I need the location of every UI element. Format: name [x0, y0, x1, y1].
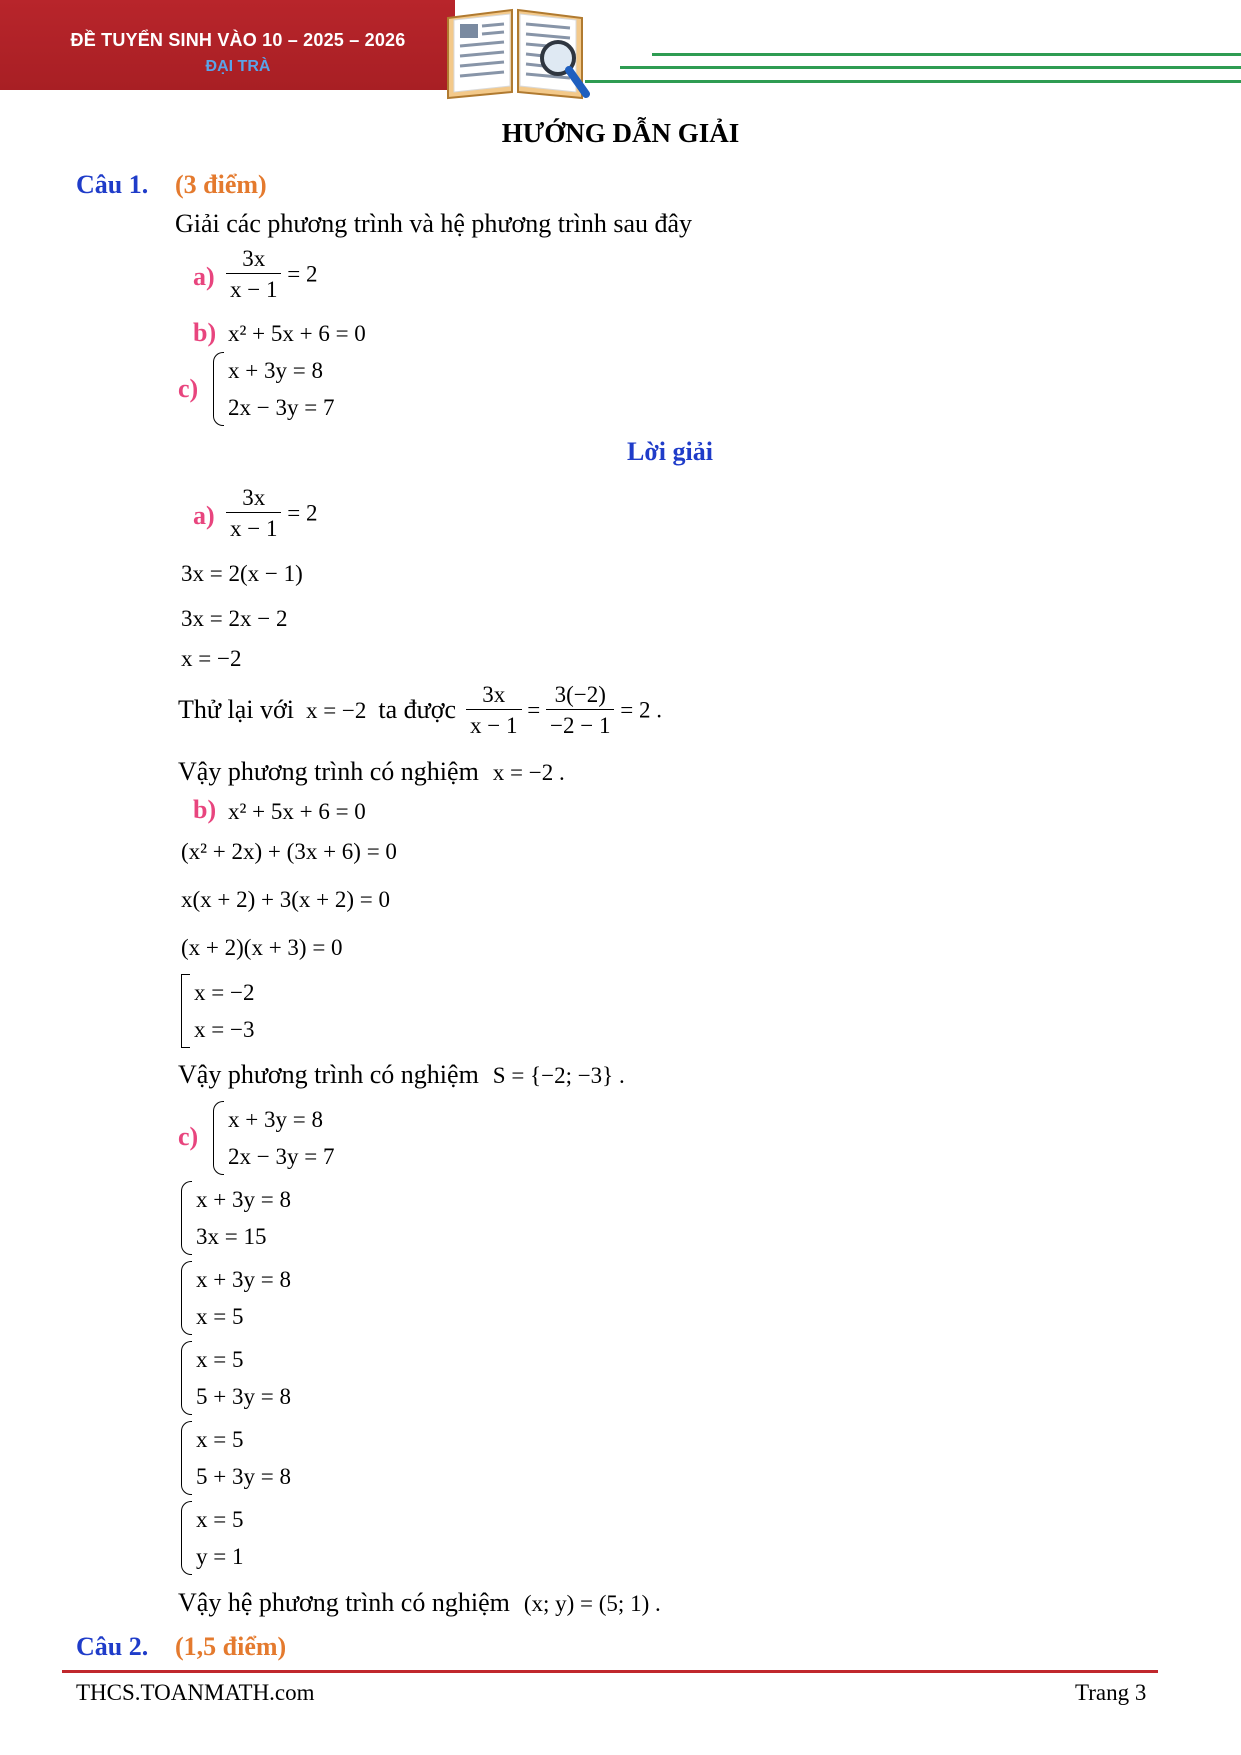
system-row: x + 3y = 8	[228, 1107, 323, 1132]
question1-part-b-equation: x² + 5x + 6 = 0	[228, 321, 366, 346]
equation-rhs: = 2	[287, 261, 318, 287]
solution-b-step: x(x + 2) + 3(x + 2) = 0	[181, 887, 391, 912]
question1-part-a-label: a)	[193, 262, 215, 291]
fraction-denominator: −2 − 1	[546, 709, 614, 737]
header-line-bottom	[585, 80, 1241, 83]
conclusion-math: (x; y) = (5; 1) .	[523, 1591, 661, 1616]
system-row: x + 3y = 8	[196, 1187, 291, 1212]
footer-divider	[62, 1670, 1158, 1673]
solution-b-conclusion	[178, 1060, 625, 1090]
solution-c-conclusion	[178, 1588, 661, 1618]
solution-c-label: c)	[178, 1122, 199, 1151]
system-row: y = 1	[196, 1544, 244, 1569]
solution-b-equation: x² + 5x + 6 = 0	[228, 799, 366, 824]
header-title: ĐỀ TUYỂN SINH VÀO 10 – 2025 – 2026	[70, 30, 406, 50]
solution-a-label: a)	[193, 501, 215, 530]
system-row: x = 5	[196, 1347, 244, 1372]
system-row: x = 5	[196, 1427, 244, 1452]
fraction-denominator: x − 1	[466, 709, 521, 737]
solution-c-step-system	[181, 1341, 291, 1415]
check-result: = 2 .	[620, 697, 662, 723]
solution-a-step: x = −2	[181, 646, 242, 671]
system-row: x = 5	[196, 1507, 244, 1532]
equals-sign: =	[527, 697, 541, 723]
system-row: x = 5	[196, 1304, 244, 1329]
system-row: x + 3y = 8	[196, 1267, 291, 1292]
header-line-top	[652, 53, 1241, 56]
conclusion-math: x = −2 .	[492, 760, 565, 785]
question1-part-a-equation	[226, 247, 317, 301]
solution-c-step-system	[181, 1501, 243, 1575]
fraction-numerator: 3x	[482, 682, 506, 707]
system-row: 5 + 3y = 8	[196, 1464, 291, 1489]
system-row: x + 3y = 8	[228, 358, 323, 383]
system-brace	[181, 1261, 192, 1335]
check-prefix: Thử lại với	[178, 695, 294, 724]
footer-page-number: Trang 3	[1075, 1680, 1147, 1705]
question1-prompt: Giải các phương trình và hệ phương trình sau đây	[175, 209, 693, 238]
fraction-numerator: 3x	[242, 246, 266, 271]
system-brace	[181, 1421, 192, 1495]
system-brace	[181, 1501, 192, 1575]
conclusion-text: Vậy hệ phương trình có nghiệm	[178, 1588, 510, 1617]
solution-c-step-system	[181, 1261, 291, 1335]
solution-a-step: 3x = 2(x − 1)	[181, 561, 303, 586]
conclusion-text: Vậy phương trình có nghiệm	[178, 1060, 479, 1089]
question2-label: Câu 2.	[76, 1632, 149, 1661]
solution-a-step: 3x = 2x − 2	[181, 606, 288, 631]
solution-b-label: b)	[193, 795, 217, 824]
fraction-denominator: x − 1	[226, 512, 281, 540]
solution-c-step-system	[181, 1421, 291, 1495]
cases-bracket	[181, 974, 190, 1048]
check-expression	[466, 683, 662, 737]
question1-part-b-label: b)	[193, 318, 217, 347]
system-brace	[181, 1181, 192, 1255]
question1-part-c-system	[213, 352, 334, 426]
solution-c-system	[213, 1101, 334, 1175]
case-row: x = −3	[194, 1017, 255, 1042]
conclusion-text: Vậy phương trình có nghiệm	[178, 757, 479, 786]
question1-label: Câu 1.	[76, 170, 149, 199]
solution-b-cases	[181, 974, 254, 1048]
solution-b-step: (x + 2)(x + 3) = 0	[181, 935, 343, 960]
footer-site: THCS.TOANMATH.com	[76, 1680, 315, 1705]
solution-a-conclusion	[178, 757, 565, 787]
system-row: 2x − 3y = 7	[228, 395, 335, 420]
solution-title: Lời giải	[627, 437, 713, 466]
page-title: HƯỚNG DẪN GIẢI	[501, 118, 740, 148]
system-brace	[181, 1341, 192, 1415]
solution-a-equation	[226, 486, 317, 540]
system-brace	[213, 352, 224, 426]
system-brace	[213, 1101, 224, 1175]
header-line-mid	[620, 66, 1241, 69]
check-mid: ta được	[378, 695, 457, 724]
solution-b-step: (x² + 2x) + (3x + 6) = 0	[181, 839, 397, 864]
fraction-denominator: x − 1	[226, 273, 281, 301]
question1-part-c-label: c)	[178, 374, 199, 403]
system-row: 5 + 3y = 8	[196, 1384, 291, 1409]
fraction-numerator: 3(−2)	[554, 682, 606, 707]
question2-points: (1,5 điểm)	[175, 1632, 287, 1661]
header-subtitle: ĐẠI TRÀ	[205, 58, 271, 75]
system-row: 3x = 15	[196, 1224, 267, 1249]
solution-a-check	[178, 683, 662, 737]
system-row: 2x − 3y = 7	[228, 1144, 335, 1169]
equation-rhs: = 2	[287, 500, 318, 526]
case-row: x = −2	[194, 980, 255, 1005]
book-magnifier-icon	[440, 0, 590, 105]
solution-c-step-system	[181, 1181, 291, 1255]
fraction-numerator: 3x	[242, 485, 266, 510]
check-value: x = −2	[305, 697, 367, 723]
conclusion-math: S = {−2; −3} .	[492, 1063, 625, 1088]
question1-points: (3 điểm)	[175, 170, 267, 199]
